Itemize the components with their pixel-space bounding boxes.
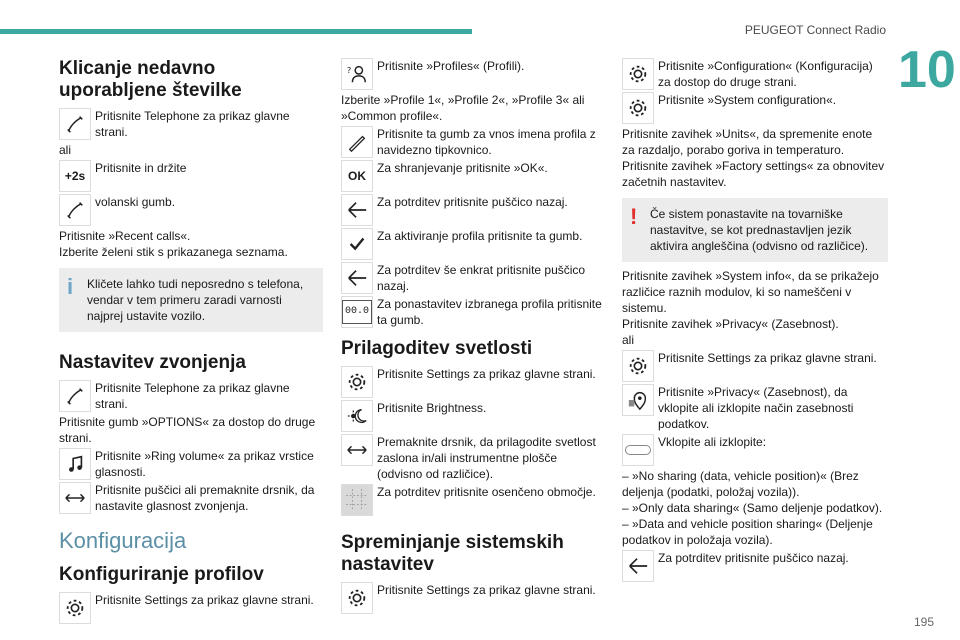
step-text: Pritisnite »System configuration«. — [658, 93, 837, 107]
gear-icon — [622, 58, 654, 90]
step-text: Premaknite drsnik, da prilagodite svetlost zaslona in/ali instrumentne plošče (odvisno od različice). — [377, 435, 596, 481]
step-text: Za ponastavitev izbranega profila pritisnite ta gumb. — [377, 297, 602, 327]
step-text: Pritisnite Settings za prikaz glavne strani. — [95, 593, 314, 607]
step-row — [622, 58, 888, 90]
step-text: volanski gumb. — [95, 195, 176, 209]
step-text: Pritisnite »Configuration« (Konfiguracija) za dostop do druge strani. — [658, 59, 873, 89]
section-title-ringtone: Nastavitev zvonjenja — [59, 352, 246, 373]
column-1 — [59, 56, 323, 626]
info-icon: i — [67, 274, 74, 299]
toggle-icon — [622, 434, 654, 466]
back-arrow-icon — [622, 550, 654, 582]
step-text: Pritisnite in držite — [95, 161, 187, 175]
section-title-recent-calls: Klicanje nedavno uporabljene številke — [59, 58, 242, 101]
step-row — [341, 228, 605, 260]
step-text: Za aktiviranje profila pritisnite ta gumb. — [377, 229, 583, 243]
phone-icon — [59, 380, 91, 412]
step-text: Pritisnite Settings za prikaz glavne strani. — [377, 367, 596, 381]
paragraph: Pritisnite zavihek »Units«, da spremenite enote za razdaljo, porabo goriva in temperaturo. — [622, 127, 873, 157]
paragraph: Izberite želeni stik s prikazanega seznama. — [59, 245, 288, 259]
step-row — [341, 366, 605, 398]
step-row — [622, 384, 888, 432]
step-text: Pritisnite »Profiles« (Profili). — [377, 59, 525, 73]
step-text: Pritisnite »Ring volume« za prikaz vrstice glasnosti. — [95, 449, 314, 479]
section-title-brightness: Prilagoditev svetlosti — [341, 338, 533, 359]
left-right-arrows-icon — [341, 434, 373, 466]
step-text: Pritisnite Telephone za prikaz glavne strani. — [95, 381, 290, 411]
warning-note — [622, 198, 888, 262]
gear-icon — [622, 350, 654, 382]
reset-icon — [341, 296, 373, 328]
step-row — [341, 434, 605, 482]
header-accent-bar — [0, 29, 472, 34]
step-row — [341, 400, 605, 432]
step-row — [59, 380, 323, 412]
left-right-arrows-icon — [59, 482, 91, 514]
step-row — [59, 108, 323, 140]
section-title-profiles: Konfiguriranje profilov — [59, 564, 264, 585]
step-row — [341, 262, 605, 294]
ali-text: ali — [622, 333, 635, 347]
step-row — [59, 448, 323, 480]
plus-2s-icon — [59, 160, 91, 192]
step-row — [341, 126, 605, 158]
paragraph: Pritisnite »Recent calls«. — [59, 229, 191, 243]
step-text: Pritisnite ta gumb za vnos imena profila z navidezno tipkovnico. — [377, 127, 596, 157]
step-text: Pritisnite »Privacy« (Zasebnost), da vklopite ali izklopite način zasebnosti podatkov. — [658, 385, 854, 431]
list-item: – »No sharing (data, vehicle position)« (Brez deljenja (podatki, položaj vozila)). — [622, 469, 859, 499]
ok-label: OK — [348, 169, 366, 183]
privacy-location-icon — [622, 384, 654, 416]
check-icon — [341, 228, 373, 260]
step-row — [622, 550, 888, 582]
step-text: Za potrditev še enkrat pritisnite puščico nazaj. — [377, 263, 586, 293]
step-row — [341, 160, 605, 192]
step-row — [341, 296, 605, 328]
ok-icon — [341, 160, 373, 192]
step-text: Pritisnite Brightness. — [377, 401, 487, 415]
pencil-icon — [341, 126, 373, 158]
step-text: Za shranjevanje pritisnite »OK«. — [377, 161, 548, 175]
reset-label: 00.0 — [342, 300, 372, 324]
back-arrow-icon — [341, 262, 373, 294]
step-row — [622, 92, 888, 124]
step-row — [341, 582, 605, 614]
gear-icon — [622, 92, 654, 124]
column-2 — [341, 56, 605, 616]
page-number: 195 — [913, 615, 934, 629]
music-phone-icon — [59, 448, 91, 480]
phone-icon — [59, 108, 91, 140]
step-row — [622, 350, 888, 382]
step-text: Pritisnite Settings za prikaz glavne strani. — [377, 583, 596, 597]
step-row — [59, 482, 323, 514]
step-row — [59, 194, 323, 226]
paragraph: Izberite »Profile 1«, »Profile 2«, »Profile 3« ali »Common profile«. — [341, 93, 585, 123]
step-text: Za potrditev pritisnite puščico nazaj. — [658, 551, 849, 565]
svg-text:?: ? — [346, 65, 352, 76]
phone-icon — [59, 194, 91, 226]
gear-icon — [341, 582, 373, 614]
step-row — [622, 434, 888, 466]
step-text: Pritisnite Telephone za prikaz glavne strani. — [95, 109, 290, 139]
back-arrow-icon — [341, 194, 373, 226]
section-title-system-settings: Spreminjanje sistemskih nastavitev — [341, 532, 564, 575]
list-item: – »Data and vehicle position sharing« (Deljenje podatkov in položaja vozila). — [622, 517, 873, 547]
note-text: Če sistem ponastavite na tovarniške nastavitve, se kot prednastavljen jezik aktivira angleščina (odvisno od različice). — [650, 207, 869, 253]
step-text: Za potrditev pritisnite osenčeno območje. — [377, 485, 596, 499]
note-text: Kličete lahko tudi neposredno s telefona, vendar v tem primeru zaradi varnosti najprej ustavite vozilo. — [87, 277, 304, 323]
plus-2s-label: +2s — [64, 169, 86, 183]
section-title-configuration: Konfiguracija — [59, 528, 187, 553]
step-row — [341, 194, 605, 226]
step-row — [341, 484, 605, 516]
step-text: Vklopite ali izklopite: — [658, 435, 767, 449]
step-row — [59, 592, 323, 624]
warning-icon: ! — [630, 204, 638, 229]
page-header-title: PEUGEOT Connect Radio — [744, 23, 886, 37]
shaded-area-icon — [341, 484, 373, 516]
paragraph: Pritisnite zavihek »Privacy« (Zasebnost). — [622, 317, 839, 331]
paragraph: Pritisnite gumb »OPTIONS« za dostop do druge strani. — [59, 415, 316, 445]
gear-icon — [341, 366, 373, 398]
step-text: Pritisnite puščici ali premaknite drsnik, da nastavite glasnost zvonjenja. — [95, 483, 315, 513]
step-row — [59, 160, 323, 192]
paragraph: Pritisnite zavihek »System info«, da se prikažejo različice raznih modulov, ki so nameščeni v sistemu. — [622, 269, 879, 315]
paragraph: Pritisnite zavihek »Factory settings« za obnovitev začetnih nastavitev. — [622, 159, 885, 189]
chapter-number: 10 — [898, 41, 956, 99]
toggle-shape — [625, 445, 651, 455]
gear-icon — [59, 592, 91, 624]
ali-text: ali — [59, 143, 72, 157]
profile-icon — [341, 58, 373, 90]
info-note — [59, 268, 323, 332]
column-3 — [622, 56, 888, 584]
step-text: Za potrditev pritisnite puščico nazaj. — [377, 195, 568, 209]
sun-moon-icon — [341, 400, 373, 432]
step-row — [341, 58, 605, 90]
step-text: Pritisnite Settings za prikaz glavne strani. — [658, 351, 877, 365]
list-item: – »Only data sharing« (Samo deljenje podatkov). — [622, 501, 883, 515]
